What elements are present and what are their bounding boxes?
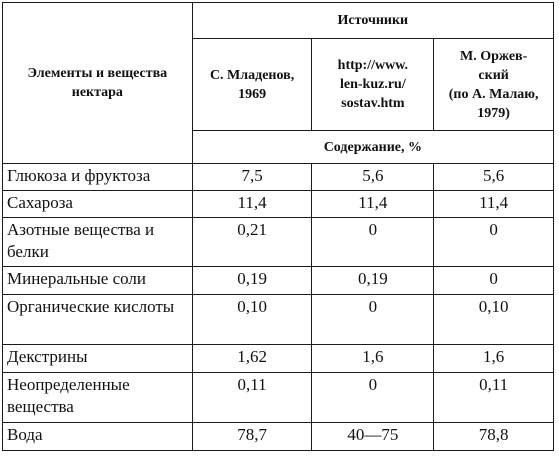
table-row <box>3 164 554 191</box>
row-value: 0 <box>312 295 434 345</box>
table-row <box>3 267 554 295</box>
row-name: Органические кислоты <box>3 295 193 345</box>
header-sources: Источники <box>192 3 553 39</box>
table-row <box>3 191 554 218</box>
table-row <box>3 373 554 423</box>
row-value: 1,6 <box>434 345 554 373</box>
row-value: 78,8 <box>434 423 554 451</box>
header-elements: Элементы и вещества нектара <box>3 3 193 164</box>
row-value: 7,5 <box>192 164 312 191</box>
row-value: 0,11 <box>434 373 554 423</box>
row-value: 0,10 <box>192 295 312 345</box>
row-value: 11,4 <box>192 191 312 218</box>
header-source-website: http://www. len-kuz.ru/ sostav.htm <box>312 39 434 131</box>
table-row <box>3 295 554 345</box>
row-name: Азотные вещества и белки <box>3 218 193 267</box>
row-value: 11,4 <box>312 191 434 218</box>
row-value: 0,11 <box>192 373 312 423</box>
header-source-orzhevsky: М. Оржев- ский (по А. Малаю, 1979) <box>434 39 554 131</box>
row-value: 0 <box>312 373 434 423</box>
row-value: 0 <box>312 218 434 267</box>
table-row <box>3 345 554 373</box>
row-value: 0 <box>434 218 554 267</box>
row-value: 5,6 <box>434 164 554 191</box>
row-value: 1,62 <box>192 345 312 373</box>
table-row <box>3 423 554 451</box>
table-row <box>3 218 554 267</box>
row-name: Вода <box>3 423 193 451</box>
row-value: 11,4 <box>434 191 554 218</box>
row-value: 0,21 <box>192 218 312 267</box>
row-value: 0 <box>434 267 554 295</box>
row-name: Декстрины <box>3 345 193 373</box>
row-value: 0,19 <box>192 267 312 295</box>
row-value: 1,6 <box>312 345 434 373</box>
row-name: Сахароза <box>3 191 193 218</box>
row-value: 40—75 <box>312 423 434 451</box>
header-content-percent: Содержание, % <box>192 131 553 164</box>
row-name: Минеральные соли <box>3 267 193 295</box>
header-source-mladenov: С. Младенов, 1969 <box>192 39 312 131</box>
row-value: 0,10 <box>434 295 554 345</box>
row-name: Неопределенные вещества <box>3 373 193 423</box>
row-value: 78,7 <box>192 423 312 451</box>
row-value: 0,19 <box>312 267 434 295</box>
row-value: 5,6 <box>312 164 434 191</box>
nectar-composition-table <box>2 2 554 451</box>
row-name: Глюкоза и фруктоза <box>3 164 193 191</box>
